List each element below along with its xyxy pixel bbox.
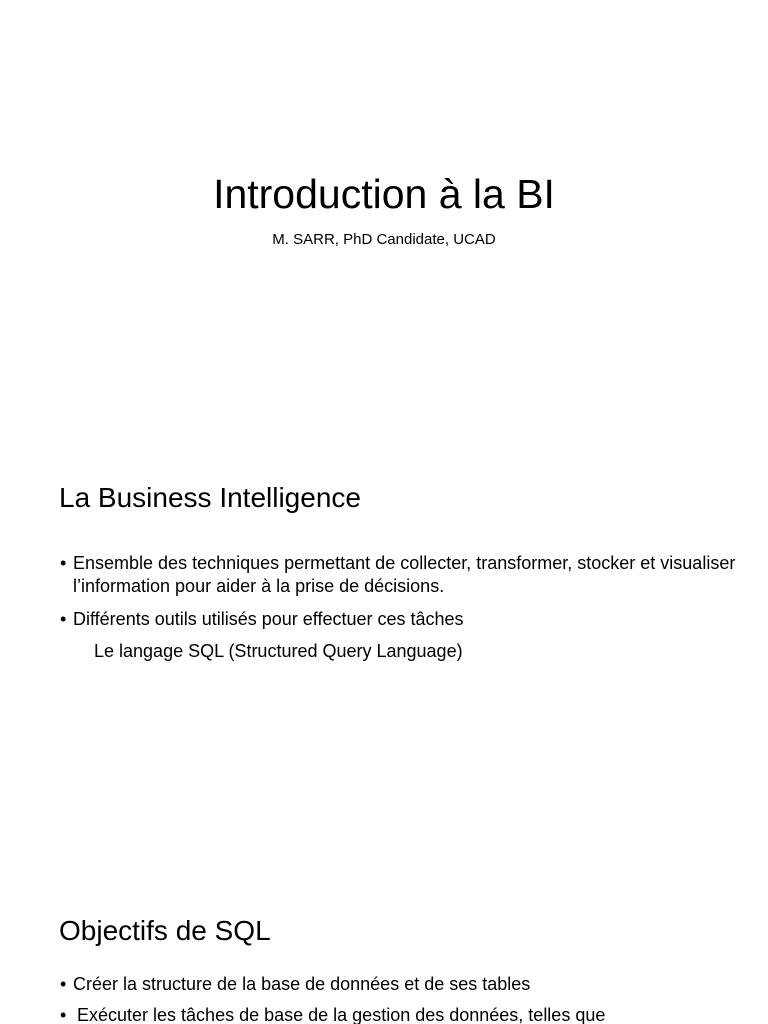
bullet-item — [60, 608, 750, 631]
bullet-text: Exécuter les tâches de base de la gestion des données, telles que — [77, 1005, 606, 1024]
bullet-marker: • — [60, 974, 67, 994]
bullet-text: Créer la structure de la base de données et de ses tables — [73, 974, 531, 994]
bullet-item — [60, 1004, 750, 1024]
bullet-item — [60, 552, 750, 598]
bullet-marker: • — [60, 553, 67, 573]
bullet-item — [60, 973, 750, 996]
bullet-text: Différents outils utilisés pour effectuer ces tâches — [73, 609, 464, 629]
slide-title: Introduction à la BI — [213, 171, 555, 217]
bullet-marker: • — [60, 1005, 67, 1024]
section-heading-objectifs-sql: Objectifs de SQL — [59, 915, 271, 946]
section-heading-business-intelligence: La Business Intelligence — [59, 482, 361, 513]
slide-subtitle: M. SARR, PhD Candidate, UCAD — [272, 231, 496, 248]
bullet-marker: • — [60, 609, 67, 629]
sub-item: Le langage SQL (Structured Query Language) — [94, 641, 463, 661]
bullet-text: Ensemble des techniques permettant de collecter, transformer, stocker et visualiser l’information pour aider à la prise de décisions. — [73, 553, 736, 596]
